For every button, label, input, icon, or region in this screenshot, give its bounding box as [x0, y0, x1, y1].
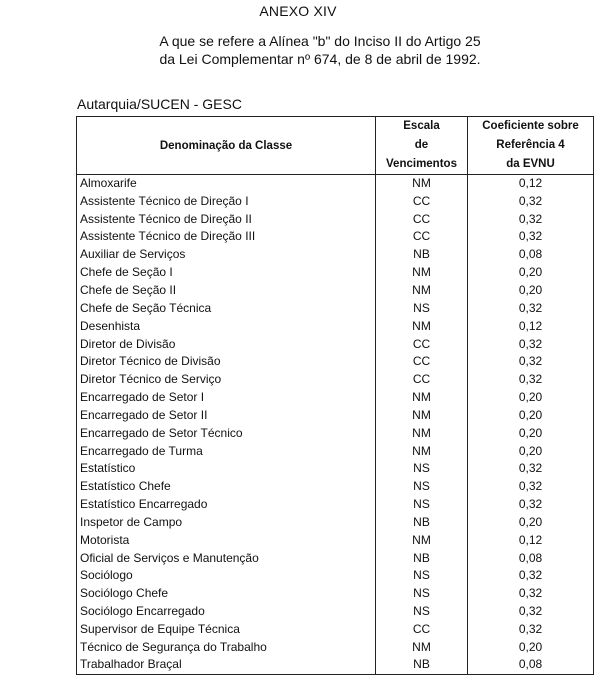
class-name-cell: Trabalhador Braçal: [77, 656, 376, 674]
table-header-row: [77, 117, 594, 175]
table-row: [77, 282, 594, 300]
class-name-cell: Motorista: [77, 531, 376, 549]
table-row: [77, 406, 594, 424]
salary-scale-cell: CC: [376, 353, 468, 371]
salary-scale-cell: NB: [376, 549, 468, 567]
class-name-cell: Inspetor de Campo: [77, 514, 376, 532]
salary-scale-cell: NM: [376, 264, 468, 282]
class-name-cell: Sociólogo Chefe: [77, 585, 376, 603]
coefficient-cell: 0,20: [468, 282, 594, 300]
salary-scale-cell: NS: [376, 496, 468, 514]
coefficient-cell: 0,20: [468, 442, 594, 460]
salary-scale-cell: NM: [376, 424, 468, 442]
coefficient-cell: 0,32: [468, 603, 594, 621]
salary-scale-cell: NS: [376, 585, 468, 603]
class-name-cell: Chefe de Seção II: [77, 282, 376, 300]
salary-scale-cell: NS: [376, 567, 468, 585]
class-name-cell: Encarregado de Setor Técnico: [77, 424, 376, 442]
class-name-cell: Estatístico Encarregado: [77, 496, 376, 514]
class-name-cell: Sociólogo Encarregado: [77, 603, 376, 621]
table-row: [77, 460, 594, 478]
coefficient-cell: 0,08: [468, 246, 594, 264]
class-name-cell: Encarregado de Turma: [77, 442, 376, 460]
class-name-cell: Encarregado de Setor II: [77, 406, 376, 424]
salary-scale-cell: NM: [376, 406, 468, 424]
table-row: [77, 585, 594, 603]
table-row: [77, 192, 594, 210]
header-salary-scale-line: Vencimentos: [386, 158, 457, 170]
coefficient-cell: 0,32: [468, 460, 594, 478]
coefficient-cell: 0,20: [468, 638, 594, 656]
coefficient-cell: 0,20: [468, 514, 594, 532]
class-name-cell: Assistente Técnico de Direção II: [77, 210, 376, 228]
organization-label: Autarquia/SUCEN - GESC: [77, 96, 242, 112]
class-name-cell: Desenhista: [77, 317, 376, 335]
coefficient-cell: 0,32: [468, 192, 594, 210]
document-subtitle-line-2: da Lei Complementar nº 674, de 8 de abril de 1992.: [159, 51, 481, 67]
salary-scale-cell: CC: [376, 192, 468, 210]
salary-scale-cell: NB: [376, 514, 468, 532]
table-row: [77, 656, 594, 674]
class-name-cell: Diretor Técnico de Divisão: [77, 353, 376, 371]
class-name-cell: Diretor de Divisão: [77, 335, 376, 353]
salary-scale-cell: CC: [376, 371, 468, 389]
header-coefficient-line: Referência 4: [496, 139, 565, 151]
class-name-cell: Chefe de Seção Técnica: [77, 299, 376, 317]
class-name-cell: Estatístico Chefe: [77, 478, 376, 496]
coefficient-cell: 0,32: [468, 371, 594, 389]
table-row: [77, 246, 594, 264]
salary-scale-cell: NM: [376, 638, 468, 656]
salary-scale-cell: NM: [376, 175, 468, 193]
coefficient-cell: 0,20: [468, 424, 594, 442]
coefficient-cell: 0,32: [468, 353, 594, 371]
coefficient-cell: 0,32: [468, 621, 594, 639]
table-row: [77, 317, 594, 335]
table-row: [77, 228, 594, 246]
class-name-cell: Técnico de Segurança do Trabalho: [77, 638, 376, 656]
table-row: [77, 549, 594, 567]
salary-scale-cell: NB: [376, 656, 468, 674]
table-row: [77, 531, 594, 549]
salary-scale-cell: NS: [376, 299, 468, 317]
coefficient-cell: 0,32: [468, 210, 594, 228]
table-row: [77, 299, 594, 317]
coefficient-cell: 0,08: [468, 549, 594, 567]
class-name-cell: Auxiliar de Serviços: [77, 246, 376, 264]
table-row: [77, 478, 594, 496]
header-salary-scale-line: de: [414, 139, 429, 151]
coefficient-cell: 0,32: [468, 496, 594, 514]
table-body: [77, 175, 594, 675]
coefficient-cell: 0,32: [468, 228, 594, 246]
coefficient-cell: 0,12: [468, 317, 594, 335]
salary-scale-cell: NB: [376, 246, 468, 264]
header-class-name: Denominação da Classe: [77, 117, 376, 175]
salary-scale-cell: CC: [376, 228, 468, 246]
header-salary-scale: [376, 117, 468, 175]
salary-scale-cell: NS: [376, 460, 468, 478]
table-row: [77, 638, 594, 656]
coefficient-cell: 0,20: [468, 389, 594, 407]
table-row: [77, 496, 594, 514]
salary-scale-cell: NS: [376, 478, 468, 496]
table-row: [77, 567, 594, 585]
class-coefficient-table: [76, 116, 594, 675]
table-row: [77, 353, 594, 371]
salary-scale-cell: NS: [376, 603, 468, 621]
coefficient-cell: 0,32: [468, 478, 594, 496]
salary-scale-cell: NM: [376, 317, 468, 335]
salary-scale-cell: CC: [376, 621, 468, 639]
salary-scale-cell: NM: [376, 389, 468, 407]
coefficient-cell: 0,20: [468, 406, 594, 424]
class-name-cell: Sociólogo: [77, 567, 376, 585]
table-row: [77, 335, 594, 353]
header-salary-scale-line: Escala: [403, 120, 440, 132]
table-row: [77, 210, 594, 228]
table-row: [77, 424, 594, 442]
class-name-cell: Assistente Técnico de Direção III: [77, 228, 376, 246]
table-row: [77, 603, 594, 621]
document-title: ANEXO XIV: [259, 3, 337, 19]
coefficient-cell: 0,20: [468, 264, 594, 282]
header-coefficient-line: da EVNU: [506, 158, 555, 170]
class-name-cell: Estatístico: [77, 460, 376, 478]
salary-scale-cell: NM: [376, 531, 468, 549]
coefficient-cell: 0,32: [468, 299, 594, 317]
salary-scale-cell: NM: [376, 282, 468, 300]
coefficient-cell: 0,32: [468, 335, 594, 353]
class-name-cell: Diretor Técnico de Serviço: [77, 371, 376, 389]
coefficient-cell: 0,12: [468, 531, 594, 549]
table-row: [77, 442, 594, 460]
table-row: [77, 264, 594, 282]
table-row: [77, 175, 594, 193]
class-name-cell: Oficial de Serviços e Manutenção: [77, 549, 376, 567]
salary-scale-cell: CC: [376, 335, 468, 353]
salary-scale-cell: NM: [376, 442, 468, 460]
table-row: [77, 371, 594, 389]
coefficient-cell: 0,32: [468, 567, 594, 585]
header-coefficient-line: Coeficiente sobre: [482, 120, 579, 132]
class-name-cell: Chefe de Seção I: [77, 264, 376, 282]
class-name-cell: Encarregado de Setor I: [77, 389, 376, 407]
class-name-cell: Almoxarife: [77, 175, 376, 193]
class-name-cell: Assistente Técnico de Direção I: [77, 192, 376, 210]
table-row: [77, 514, 594, 532]
table-row: [77, 621, 594, 639]
table-row: [77, 389, 594, 407]
coefficient-cell: 0,32: [468, 585, 594, 603]
salary-scale-cell: CC: [376, 210, 468, 228]
class-name-cell: Supervisor de Equipe Técnica: [77, 621, 376, 639]
document-subtitle-line-1: A que se refere a Alínea "b" do Inciso II do Artigo 25: [159, 33, 481, 49]
coefficient-cell: 0,12: [468, 175, 594, 193]
coefficient-cell: 0,08: [468, 656, 594, 674]
header-coefficient: [468, 117, 594, 175]
